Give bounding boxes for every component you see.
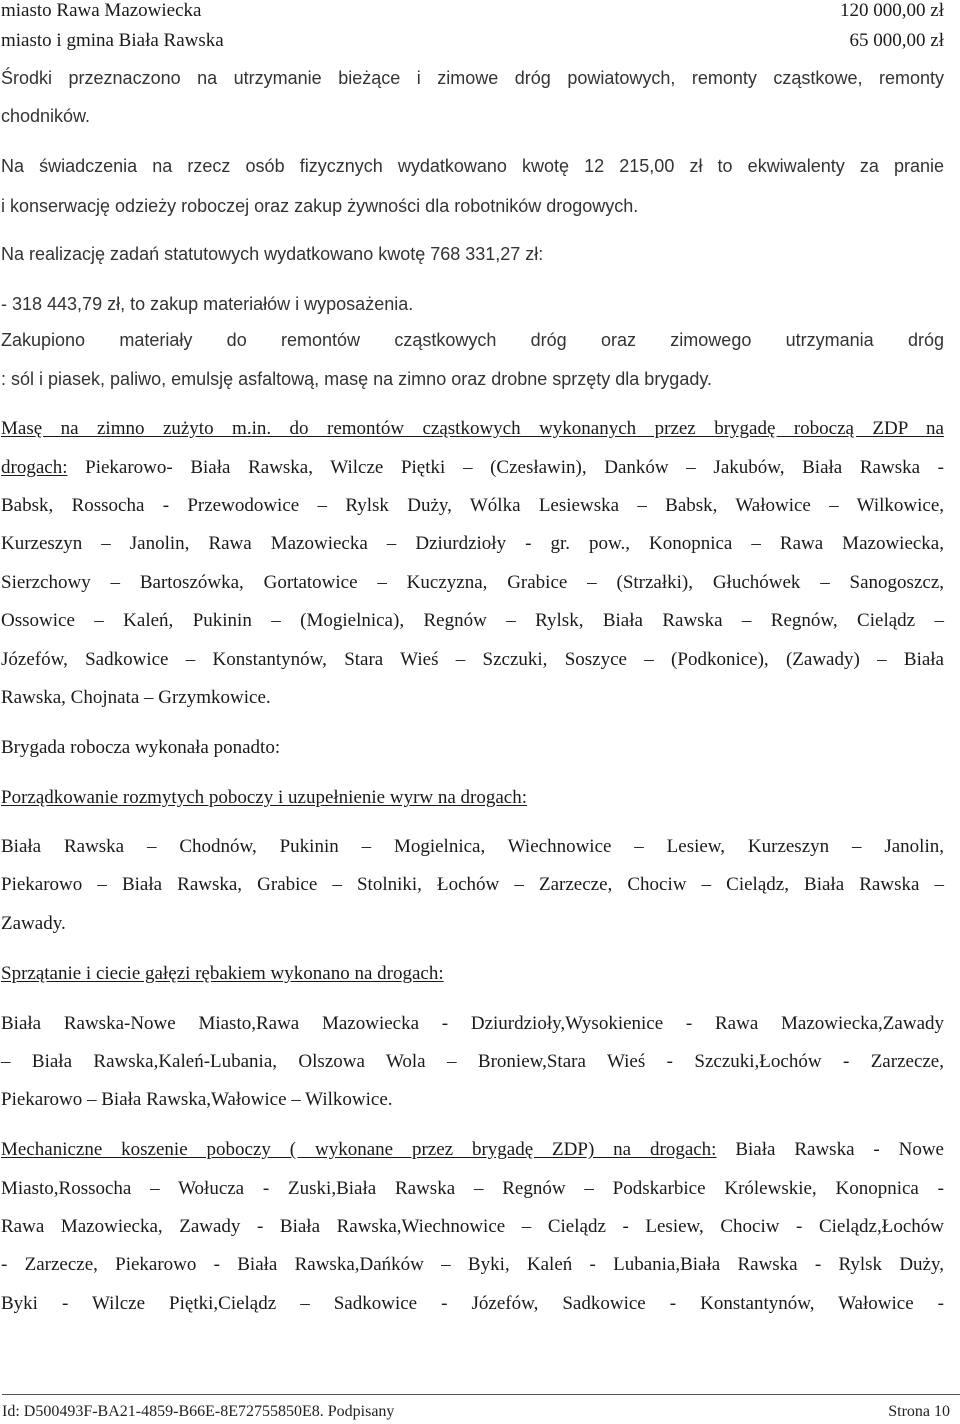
page-footer	[2, 1403, 950, 1421]
paragraph-line: Piekarowo – Biała Rawska, Grabice – Stolniki, Łochów – Zarzecze, Chociw – Cielądz, Biała Rawska –	[1, 874, 944, 895]
paragraph-line: Biała Rawska – Chodnów, Pukinin – Mogielnica, Wiechnowice – Lesiew, Kurzeszyn – Janolin,	[1, 836, 944, 857]
paragraph-line: Ossowice – Kaleń, Pukinin – (Mogielnica), Regnów – Rylsk, Biała Rawska – Regnów, Cielądz –	[1, 610, 944, 631]
budget-amount: 65 000,00 zł	[849, 30, 944, 51]
paragraph-line: Miasto,Rossocha – Wołucza - Zuski,Biała Rawska – Regnów – Podskarbice Królewskie, Konopnica -	[1, 1178, 944, 1199]
paragraph-line: Rawa Mazowiecka, Zawady - Biała Rawska,Wiechnowice – Cielądz - Lesiew, Chociw - Cielądz,Łochów	[1, 1216, 944, 1237]
budget-row-rawa	[1, 0, 944, 22]
line-text: Piekarowo- Biała Rawska, Wilcze Piętki – (Czesławin), Danków – Jakubów, Biała Rawska -	[67, 457, 944, 478]
paragraph-line	[1, 457, 944, 479]
paragraph-line: Na realizację zadań statutowych wydatkowano kwotę 768 331,27 zł:	[1, 244, 544, 264]
section-heading: Porządkowanie rozmytych poboczy i uzupełnienie wyrw na drogach:	[1, 787, 528, 808]
section-heading: Sprzątanie i ciecie gałęzi rębakiem wykonano na drogach:	[1, 963, 444, 984]
paragraph-line: Zawady.	[1, 913, 66, 934]
page-number: Strona 10	[888, 1403, 950, 1420]
paragraph-line: Józefów, Sadkowice – Konstantynów, Stara Wieś – Szczuki, Soszyce – (Podkonice), (Zawady) – Biała	[1, 649, 944, 670]
budget-amount: 120 000,00 zł	[840, 0, 944, 21]
paragraph-line: - 318 443,79 zł, to zakup materiałów i wyposażenia.	[1, 294, 414, 314]
paragraph-line: Rawska, Chojnata – Grzymkowice.	[1, 687, 271, 708]
budget-label: miasto Rawa Mazowiecka	[1, 0, 202, 21]
paragraph-line: i konserwację odzieży roboczej oraz zakup żywności dla robotników drogowych.	[1, 196, 639, 216]
paragraph-line: Babsk, Rossocha - Przewodowice – Rylsk Duży, Wólka Lesiewska – Babsk, Wałowice – Wilkowice,	[1, 495, 944, 516]
paragraph-line	[1, 1139, 944, 1161]
paragraph-line: Środki przeznaczono na utrzymanie bieżące i zimowe dróg powiatowych, remonty cząstkowe, remonty	[1, 68, 944, 88]
document-id: Id: D500493F-BA21-4859-B66E-8E72755850E8. Podpisany	[2, 1403, 395, 1420]
paragraph-line: Na świadczenia na rzecz osób fizycznych wydatkowano kwotę 12 215,00 zł to ekwiwalenty za pranie	[1, 156, 944, 176]
paragraph-line: Kurzeszyn – Janolin, Rawa Mazowiecka – Dziurdzioły - gr. pow., Konopnica – Rawa Mazowiecka,	[1, 533, 944, 554]
paragraph-line: Biała Rawska-Nowe Miasto,Rawa Mazowiecka - Dziurdzioły,Wysokienice - Rawa Mazowiecka,Zawady	[1, 1013, 944, 1034]
paragraph-line: Byki - Wilcze Piętki,Cielądz – Sadkowice - Józefów, Sadkowice - Konstantynów, Wałowice -	[1, 1293, 944, 1314]
underlined-heading: drogach:	[1, 457, 68, 478]
line-text: Biała Rawska - Nowe	[716, 1139, 944, 1160]
paragraph-line: Sierzchowy – Bartoszówka, Gortatowice – Kuczyzna, Grabice – (Strzałki), Głuchówek – Sanogoszcz,	[1, 572, 944, 593]
paragraph-line: - Zarzecze, Piekarowo - Biała Rawska,Dańków – Byki, Kaleń - Lubania,Biała Rawska - Rylsk Duży,	[1, 1254, 944, 1275]
budget-row-biala	[1, 30, 944, 52]
footer-divider	[2, 1394, 960, 1395]
paragraph-line: – Biała Rawska,Kaleń-Lubania, Olszowa Wola – Broniew,Stara Wieś - Szczuki,Łochów - Zarzecze,	[1, 1051, 944, 1072]
paragraph-line: Piekarowo – Biała Rawska,Wałowice – Wilkowice.	[1, 1089, 393, 1110]
paragraph-line: chodników.	[1, 106, 91, 126]
underlined-heading: Masę na zimno zużyto m.in. do remontów cząstkowych wykonanych przez brygadę roboczą ZDP na	[1, 418, 944, 439]
paragraph-line: Brygada robocza wykonała ponadto:	[1, 737, 281, 758]
budget-label: miasto i gmina Biała Rawska	[1, 30, 224, 51]
paragraph-line: Zakupiono materiały do remontów cząstkowych dróg oraz zimowego utrzymania dróg	[1, 330, 944, 350]
section-heading: Mechaniczne koszenie poboczy ( wykonane przez brygadę ZDP) na drogach:	[1, 1139, 717, 1160]
paragraph-line: : sól i piasek, paliwo, emulsję asfaltową, masę na zimno oraz drobne sprzęty dla brygady.	[1, 369, 713, 389]
